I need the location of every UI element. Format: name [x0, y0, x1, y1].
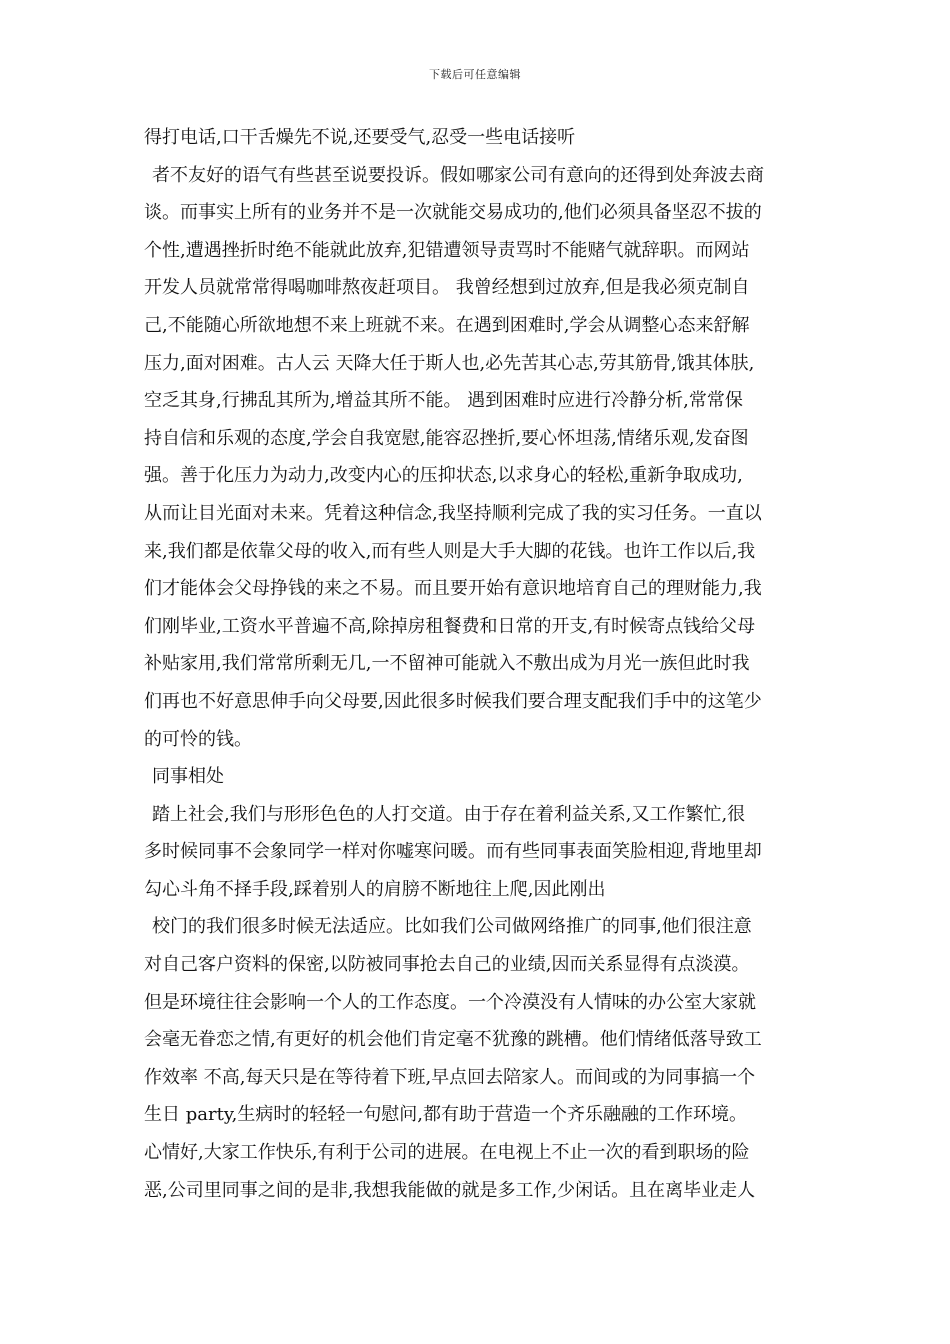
- text-line: 作效率 不高,每天只是在等待着下班,早点回去陪家人。而间或的为同事搞一个: [144, 1066, 756, 1088]
- text-line: 校门的我们很多时候无法适应。比如我们公司做网络推广的同事,他们很注意: [152, 916, 752, 938]
- text-line: 开发人员就常常得喝咖啡熬夜赶项目。 我曾经想到过放弃,但是我必须克制自: [144, 277, 750, 299]
- text-line: 生日 party,生病时的轻轻一句慰问,都有助于营造一个齐乐融融的工作环境。: [144, 1104, 748, 1126]
- text-line: 补贴家用,我们常常所剩无几,一不留神可能就入不敷出成为月光一族但此时我: [144, 653, 750, 675]
- text-line: 空乏其身,行拂乱其所为,增益其所不能。 遇到困难时应进行冷静分析,常常保: [144, 390, 743, 412]
- text-line: 勾心斗角不择手段,踩着别人的肩膀不断地往上爬,因此刚出: [144, 878, 606, 900]
- text-line: 得打电话,口干舌燥先不说,还要受气,忍受一些电话接听: [144, 127, 576, 148]
- text-line: 们刚毕业,工资水平普遍不高,除掉房租餐费和日常的开支,有时候寄点钱给父母: [144, 615, 756, 637]
- text-line: 强。善于化压力为动力,改变内心的压抑状态,以求身心的轻松,重新争取成功,: [144, 465, 743, 487]
- text-line: 来,我们都是依靠父母的收入,而有些人则是大手大脚的花钱。也许工作以后,我: [144, 540, 756, 562]
- text-line: 多时候同事不会象同学一样对你嘘寒问暖。而有些同事表面笑脸相迎,背地里却: [144, 841, 762, 863]
- text-line: 的可怜的钱。: [144, 728, 252, 750]
- text-line: 对自己客户资料的保密,以防被同事抢去自己的业绩,因而关系显得有点淡漠。: [144, 954, 750, 976]
- text-line: 踏上社会,我们与形形色色的人打交道。由于存在着利益关系,又工作繁忙,很: [152, 803, 746, 825]
- text-line: 压力,面对困难。古人云 天降大任于斯人也,必先苦其心志,劳其筋骨,饿其体肤,: [144, 352, 755, 374]
- text-line: 从而让目光面对未来。凭着这种信念,我坚持顺利完成了我的实习任务。一直以: [144, 502, 762, 524]
- text-line: 者不友好的语气有些甚至说要投诉。假如哪家公司有意向的还得到处奔波去商: [152, 164, 764, 186]
- text-line: 同事相处: [152, 766, 224, 788]
- body-text: [144, 119, 816, 1209]
- text-line: 们才能体会父母挣钱的来之不易。而且要开始有意识地培育自己的理财能力,我: [144, 578, 762, 600]
- text-line: 们再也不好意思伸手向父母要,因此很多时候我们要合理支配我们手中的这笔少: [144, 690, 762, 712]
- text-line: 会毫无眷恋之情,有更好的机会他们肯定毫不犹豫的跳槽。他们情绪低落导致工: [144, 1029, 762, 1051]
- text-line: 但是环境往往会影响一个人的工作态度。一个冷漠没有人情味的办公室大家就: [144, 991, 756, 1013]
- text-line: 个性,遭遇挫折时绝不能就此放弃,犯错遭领导责骂时不能赌气就辞职。而网站: [144, 239, 750, 261]
- page-header: 下载后可任意编辑: [429, 68, 521, 81]
- text-line: 心情好,大家工作快乐,有利于公司的进展。在电视上不止一次的看到职场的险: [144, 1142, 750, 1164]
- text-line: 谈。而事实上所有的业务并不是一次就能交易成功的,他们必须具备坚忍不拔的: [144, 202, 762, 224]
- text-line: 恶,公司里同事之间的是非,我想我能做的就是多工作,少闲话。且在离毕业走人: [144, 1179, 756, 1201]
- text-line: 持自信和乐观的态度,学会自我宽慰,能容忍挫折,要心怀坦荡,情绪乐观,发奋图: [144, 427, 749, 449]
- text-line: 己,不能随心所欲地想不来上班就不来。在遇到困难时,学会从调整心态来舒解: [144, 314, 750, 336]
